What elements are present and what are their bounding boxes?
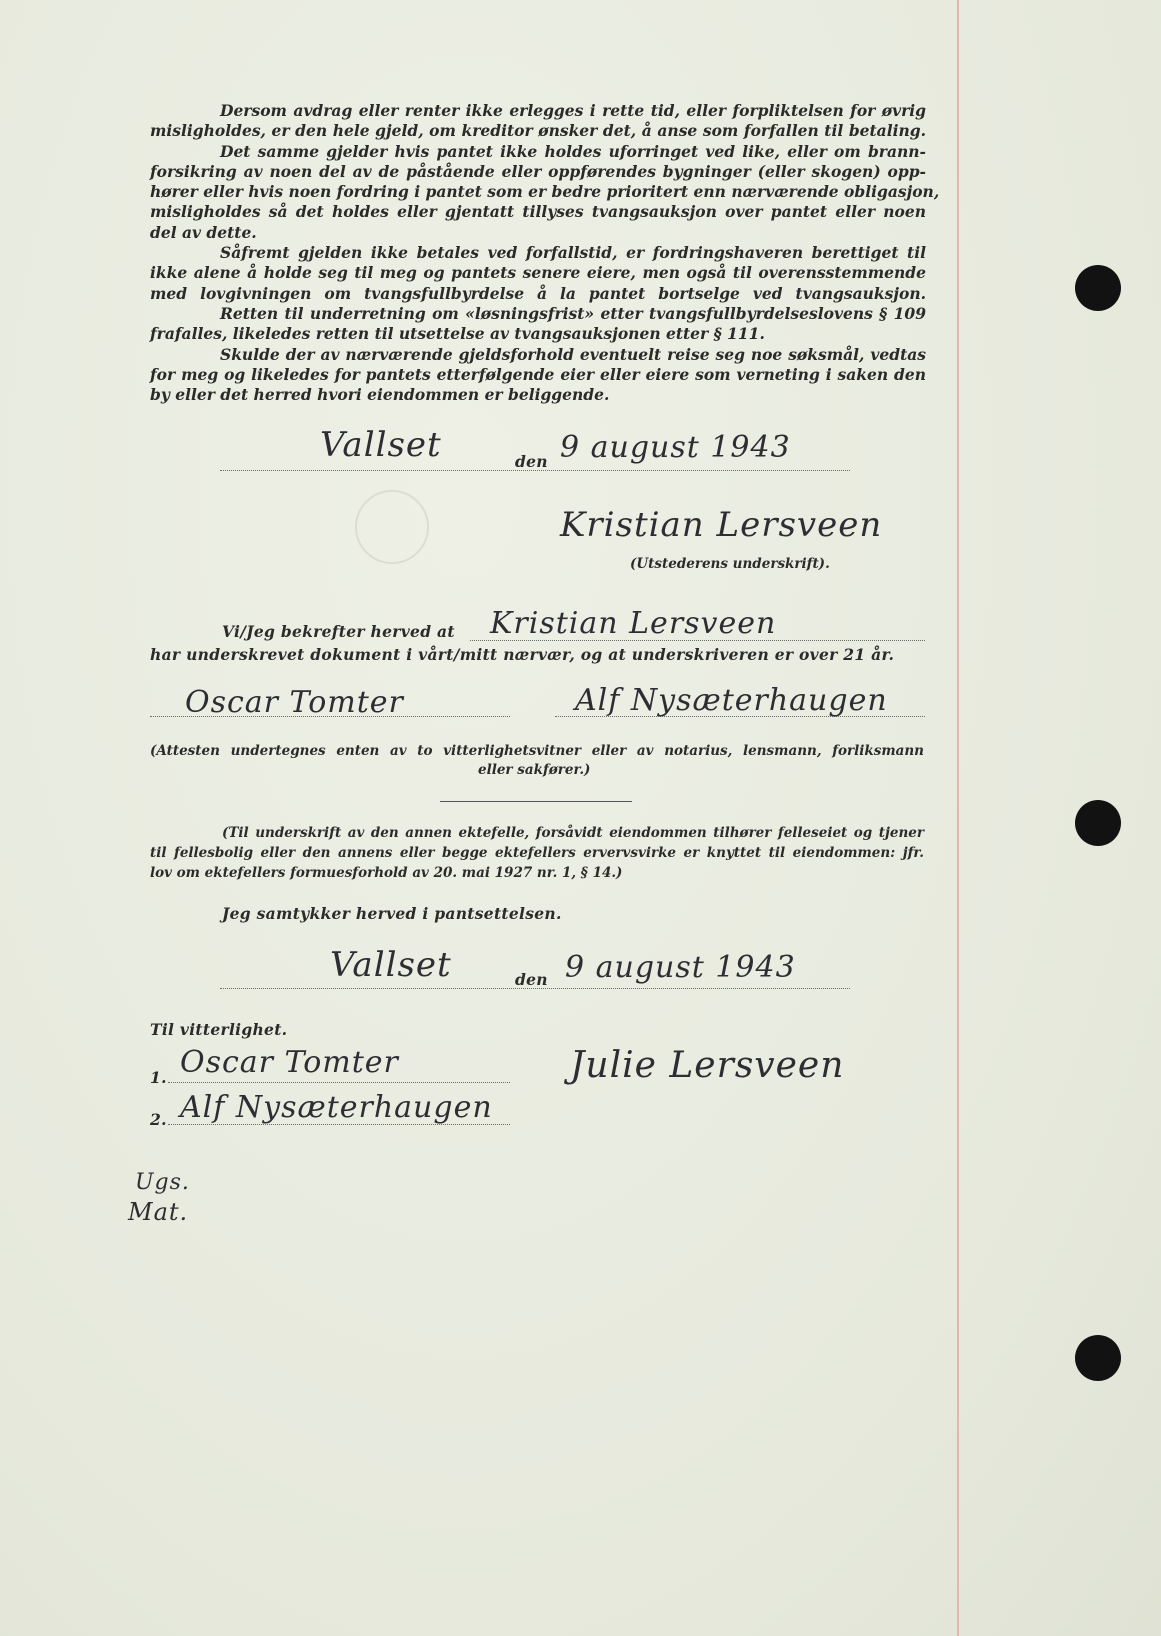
date-handwritten-1: 9 august 1943 bbox=[560, 430, 791, 465]
terms-paragraphs bbox=[150, 101, 940, 405]
witness-signature-2: Alf Nysæterhaugen bbox=[575, 683, 888, 718]
spouse-note-line-1: (Til underskrift av den annen ektefelle, forsåvidt eiendommen tilhører felleseiet og tjener bbox=[222, 825, 924, 841]
body-line: hører eller hvis noen fordring i pantet som er bedre prioritert enn nærværende obligasjon, bbox=[150, 182, 940, 202]
margin-rule bbox=[957, 0, 959, 1636]
witness-signature-1: Oscar Tomter bbox=[185, 685, 404, 720]
punch-hole-top bbox=[1075, 265, 1121, 311]
body-line: misligholdes så det holdes eller gjentatt tillyses tvangsauksjon over pantet eller noen bbox=[150, 202, 926, 222]
body-line: Såfremt gjelden ikke betales ved forfallstid, er fordringshaveren berettiget til bbox=[220, 243, 926, 263]
spouse-note-line-3: lov om ektefellers formuesforhold av 20. mai 1927 nr. 1, § 14.) bbox=[150, 865, 623, 881]
place-handwritten-1: Vallset bbox=[320, 425, 442, 465]
body-line: del av dette. bbox=[150, 222, 257, 242]
witness-number-2: 2. bbox=[150, 1110, 167, 1129]
section-divider bbox=[440, 801, 632, 802]
body-line: frafalles, likeledes retten til utsettelse av tvangsauksjonen etter § 111. bbox=[150, 324, 765, 344]
witness-number-1: 1. bbox=[150, 1068, 167, 1087]
punch-hole-bottom bbox=[1075, 1335, 1121, 1381]
body-line: for meg og likeledes for pantets etterfølgende eier eller eiere som verneting i saken den bbox=[150, 364, 926, 384]
date-handwritten-2: 9 august 1943 bbox=[565, 950, 796, 985]
attest-note-line-2: eller sakfører.) bbox=[478, 762, 591, 778]
witness-bottom-line-1 bbox=[168, 1082, 510, 1083]
spouse-note-line-2: til fellesbolig eller den annens eller begge ektefellers ervervsvirke er knyttet til eiendommen: jfr. bbox=[150, 845, 924, 861]
body-line: by eller det herred hvori eiendommen er beliggende. bbox=[150, 385, 610, 405]
witness-bottom-signature-1: Oscar Tomter bbox=[180, 1045, 399, 1080]
place-handwritten-2: Vallset bbox=[330, 945, 452, 985]
issuer-caption: (Utstederens underskrift). bbox=[630, 556, 830, 572]
witness-bottom-signature-2: Alf Nysæterhaugen bbox=[180, 1090, 493, 1125]
spouse-signature: Julie Lersveen bbox=[570, 1045, 845, 1086]
body-line: misligholdes, er den hele gjeld, om kreditor ønsker det, å anse som forfallen til betaling. bbox=[150, 121, 926, 141]
body-line: ikke alene å holde seg til meg og pantets senere eiere, men også til overensstemmende bbox=[150, 263, 926, 283]
den-label-2: den bbox=[515, 970, 548, 989]
issuer-signature: Kristian Lersveen bbox=[560, 505, 883, 545]
confirm-prefix: Vi/Jeg bekrefter herved at bbox=[222, 622, 455, 641]
body-line: Dersom avdrag eller renter ikke erlegges i rette tid, eller forpliktelsen for øvrig bbox=[220, 101, 926, 120]
body-line: Skulde der av nærværende gjeldsforhold eventuelt reise seg noe søksmål, vedtas bbox=[220, 344, 926, 364]
confirm-line2: har underskrevet dokument i vårt/mitt nærvær, og at underskriveren er over 21 år. bbox=[150, 645, 895, 664]
margin-note-line-1: Ugs. bbox=[135, 1170, 190, 1195]
body-line: Det samme gjelder hvis pantet ikke holdes uforringet ved like, eller om brann- bbox=[220, 141, 926, 161]
faint-stamp bbox=[355, 490, 429, 564]
consent-statement: Jeg samtykker herved i pantsettelsen. bbox=[222, 904, 562, 923]
body-line: forsikring av noen del av de påstående eller oppførendes bygninger (eller skogen) opp- bbox=[150, 161, 926, 181]
confirm-name-handwritten: Kristian Lersveen bbox=[490, 606, 777, 641]
margin-note-line-2: Mat. bbox=[128, 1198, 189, 1226]
body-line: Retten til underretning om «løsningsfrist» etter tvangsfullbyrdelseslovens § 109 bbox=[220, 303, 926, 323]
punch-hole-middle bbox=[1075, 800, 1121, 846]
den-label-1: den bbox=[515, 452, 548, 471]
attest-note-line-1: (Attesten undertegnes enten av to vitterlighetsvitner eller av notarius, lensmann, forliksmann bbox=[150, 743, 924, 759]
vitterlighet-label: Til vitterlighet. bbox=[150, 1020, 288, 1039]
body-line: med lovgivningen om tvangsfullbyrdelse å la pantet bortselge ved tvangsauksjon. bbox=[150, 283, 926, 303]
